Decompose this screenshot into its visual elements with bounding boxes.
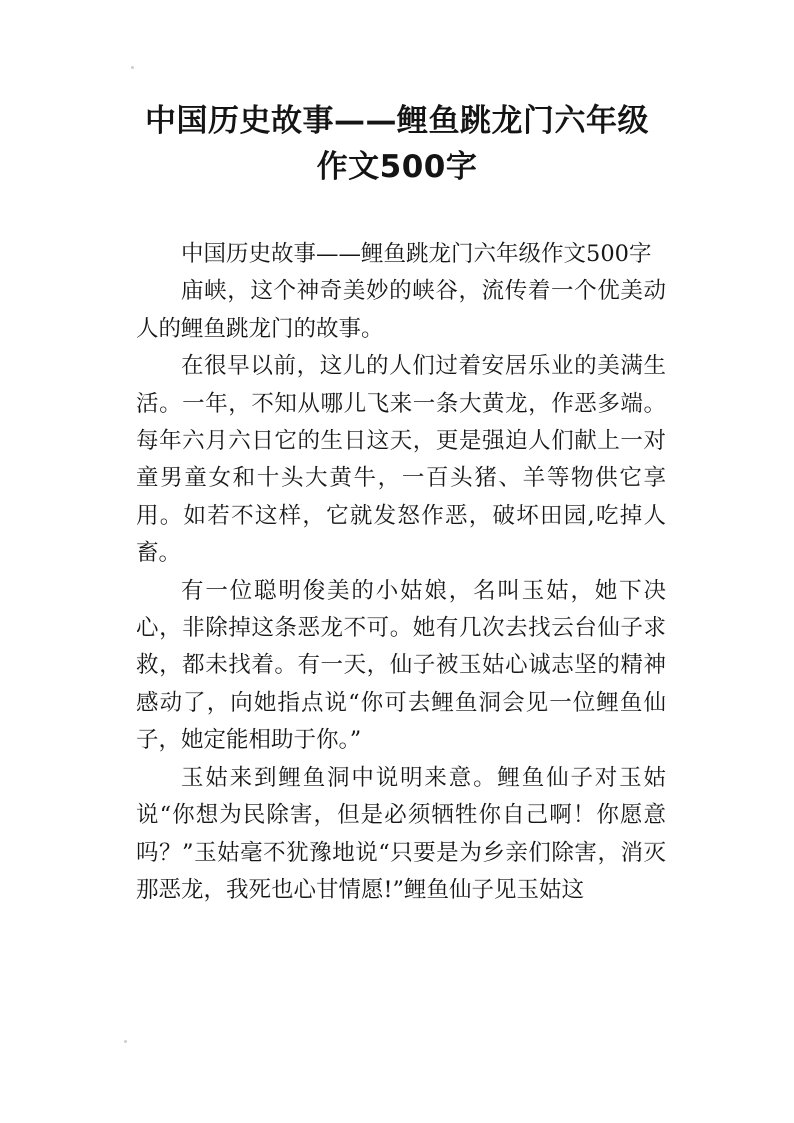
- document-title: [90, 98, 704, 190]
- paragraph: 玉姑来到鲤鱼洞中说明来意。鲤鱼仙子对玉姑说“你想为民除害，但是必须牺牲你自己啊！你愿意吗？”玉姑毫不犹豫地说“只要是为乡亲们除害，消灭那恶龙，我死也心甘情愿!”鲤鱼仙子见玉姑这: [136, 764, 666, 903]
- paragraph: 庙峡，这个神奇美妙的峡谷，流传着一个优美动人的鲤鱼跳龙门的故事。: [136, 278, 666, 342]
- paragraph: 在很早以前，这儿的人们过着安居乐业的美满生活。一年，不知从哪儿飞来一条大黄龙，作恶多端。每年六月六日它的生日这天，更是强迫人们献上一对童男童女和十头大黄牛，一百头猪、羊等物供它享用。如若不这样，它就发怒作恶，破坏田园,吃掉人畜。: [136, 353, 666, 567]
- paragraph-heading-repeat: 中国历史故事——鲤鱼跳龙门六年级作文500字: [181, 241, 652, 267]
- scan-speck: [124, 1040, 127, 1043]
- title-line-2: 作文500字: [316, 149, 478, 185]
- paragraph: 有一位聪明俊美的小姑娘，名叫玉姑，她下决心，非除掉这条恶龙不可。她有几次去找云台仙子求救，都未找着。有一天，仙子被玉姑心诚志坚的精神感动了，向她指点说“你可去鲤鱼洞会见一位鲤鱼仙子，她定能相助于你。”: [136, 577, 666, 754]
- title-line-1: 中国历史故事——鲤鱼跳龙门六年级: [145, 103, 649, 139]
- scan-speck: [131, 66, 134, 69]
- document-body: [136, 236, 666, 909]
